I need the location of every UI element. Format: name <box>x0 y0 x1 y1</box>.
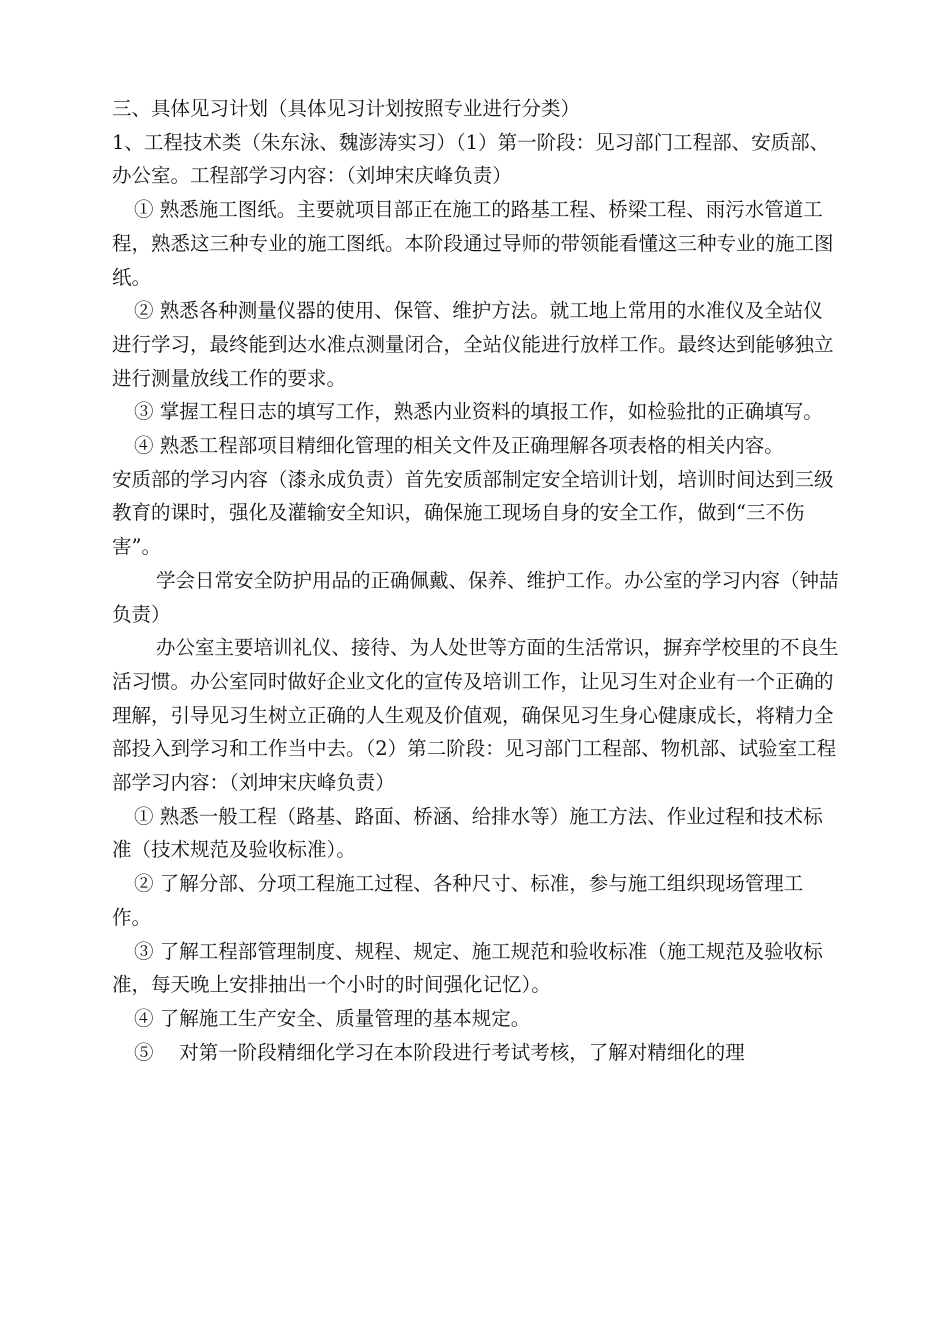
list-item-3: ③ 掌握工程日志的填写工作，熟悉内业资料的填报工作，如检验批的正确填写。 <box>134 400 823 424</box>
paragraph-office-training: 办公室主要培训礼仪、接待、为人处世等方面的生活常识，摒弃学校里的不良生活习惯。办公室同时做好企业文化的宣传及培训工作，让见习生对企业有一个正确的理解，引导见习生树立正确的人生观及价值观，确保见习生身心健康成长，将精力全部投入到学习和工作当中去。（2）第二阶段：见习部门工程部、物机部、试验室工程部学习内容：（刘坤宋庆峰负责） <box>112 636 839 795</box>
paragraph-safety-dept: 安质部的学习内容（漆永成负责）首先安质部制定安全培训计划，培训时间达到三级教育的课时，强化及灌输安全知识，确保施工现场自身的安全工作，做到“三不伤害”。 <box>112 467 834 559</box>
list-item-4: ④ 熟悉工程部项目精细化管理的相关文件及正确理解各项表格的相关内容。 <box>134 434 784 458</box>
paragraph-safety-equipment: 学会日常安全防护用品的正确佩戴、保养、维护工作。办公室的学习内容（钟喆负责） <box>112 568 839 626</box>
list-item-stage2-1: ① 熟悉一般工程（路基、路面、桥涵、给排水等）施工方法、作业过程和技术标准（技术规范及验收标准）。 <box>112 804 823 862</box>
document-body <box>112 92 842 1069</box>
section-heading: 三、具体见习计划（具体见习计划按照专业进行分类） <box>112 97 581 120</box>
list-item-stage2-4: ④ 了解施工生产安全、质量管理的基本规定。 <box>134 1006 531 1030</box>
list-item-stage2-5: ⑤ 对第一阶段精细化学习在本阶段进行考试考核，了解对精细化的理 <box>134 1040 745 1064</box>
list-item-1: ① 熟悉施工图纸。主要就项目部正在施工的路基工程、桥梁工程、雨污水管道工程，熟悉这三种专业的施工图纸。本阶段通过导师的带领能看懂这三种专业的施工图纸。 <box>112 198 834 289</box>
list-item-stage2-3: ③ 了解工程部管理制度、规程、规定、施工规范和验收标准（施工规范及验收标准，每天晚上安排抽出一个小时的时间强化记忆）。 <box>112 939 823 997</box>
list-item-2: ② 熟悉各种测量仪器的使用、保管、维护方法。就工地上常用的水准仪及全站仪进行学习，最终能到达水准点测量闭合，全站仪能进行放样工作。最终达到能够独立进行测量放线工作的要求。 <box>112 299 834 390</box>
list-item-stage2-2: ② 了解分部、分项工程施工过程、各种尺寸、标准，参与施工组织现场管理工作。 <box>112 872 804 929</box>
paragraph-engineering-category: 1、工程技术类（朱东泳、魏澎涛实习）（1）第一阶段：见习部门工程部、安质部、办公室。工程部学习内容：（刘坤宋庆峰负责） <box>112 130 830 188</box>
